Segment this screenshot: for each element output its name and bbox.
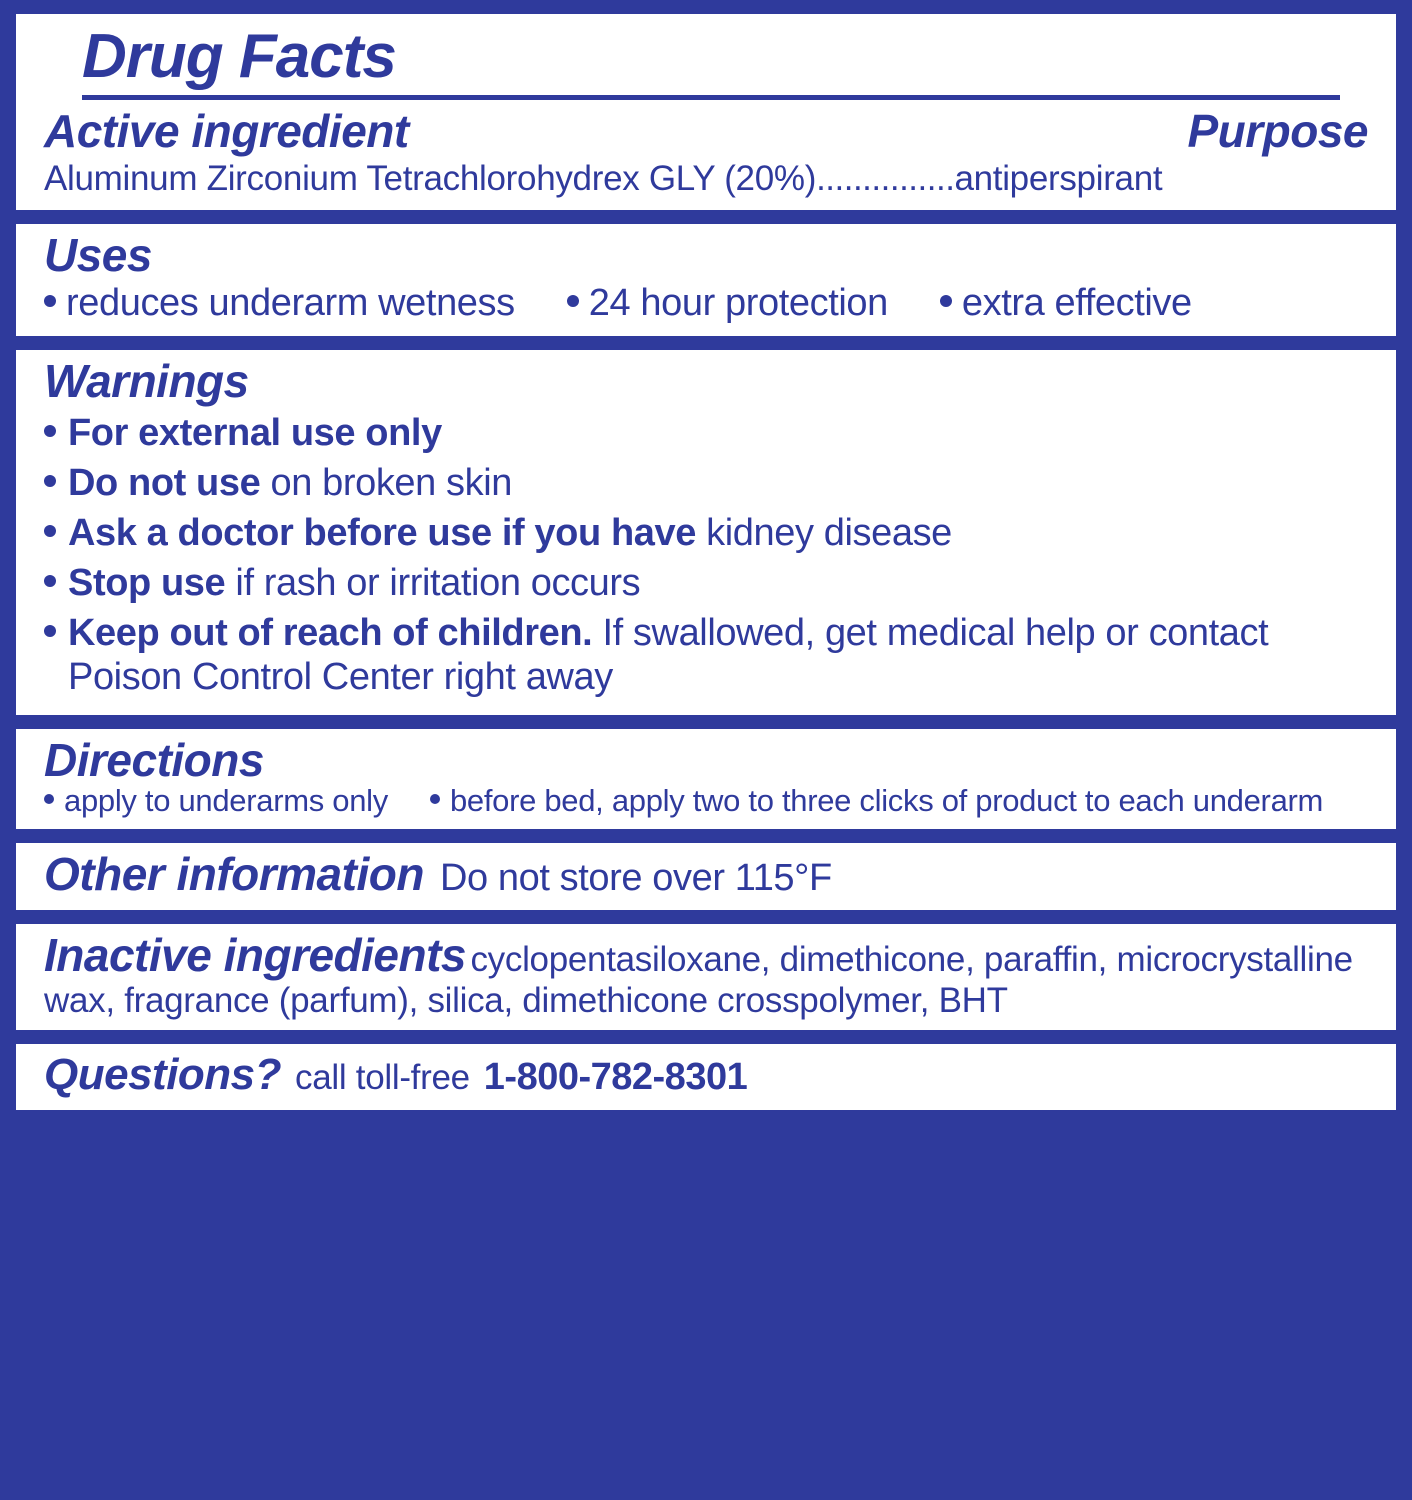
page-title: Drug Facts — [82, 22, 396, 91]
leader-dots: ............... — [816, 158, 955, 198]
list-item — [567, 282, 888, 326]
title-and-active-ingredient-panel — [16, 14, 1396, 210]
other-information-line — [44, 849, 1368, 901]
list-item — [44, 461, 1368, 505]
questions-call-text: call toll-free — [295, 1058, 470, 1097]
warning-bold: For external use only — [68, 411, 442, 454]
purpose-value: antiperspirant — [954, 158, 1163, 198]
questions-heading: Questions? — [44, 1050, 282, 1099]
uses-item-label: extra effective — [961, 282, 1192, 325]
inactive-ingredients-heading: Inactive ingredients — [44, 929, 467, 982]
warning-bold: Stop use — [68, 561, 226, 604]
warning-text — [68, 461, 512, 505]
list-item — [940, 282, 1192, 326]
active-ingredient-heading: Active ingredient — [44, 105, 409, 158]
warning-rest: kidney disease — [695, 511, 952, 554]
warning-text — [68, 561, 640, 605]
other-information-heading: Other information — [44, 847, 424, 900]
divider-3 — [16, 715, 1396, 729]
warning-rest: if rash or irritation occurs — [225, 561, 641, 604]
divider-6 — [16, 1030, 1396, 1044]
warning-bold: Keep out of reach of children. — [68, 612, 593, 655]
directions-panel — [16, 729, 1396, 828]
bullet-icon — [44, 425, 56, 437]
title-divider — [82, 95, 1340, 100]
inactive-ingredients-text: cyclopentasiloxane, dimethicone, paraffin, microcrystalline wax, fragrance (parfum), silica, dimethicone crosspolymer, BHT — [44, 940, 1353, 1020]
list-item — [44, 411, 1368, 455]
divider-1 — [16, 210, 1396, 224]
bullet-icon — [44, 475, 56, 487]
purpose-heading: Purpose — [1187, 105, 1368, 158]
divider-4 — [16, 829, 1396, 843]
warnings-list — [44, 411, 1368, 699]
list-item — [44, 282, 515, 326]
directions-heading: Directions — [44, 734, 264, 787]
directions-item-label: apply to underarms only — [64, 782, 388, 818]
bullet-icon — [44, 525, 56, 537]
directions-item-label: before bed, apply two to three clicks of product to each underarm — [449, 782, 1324, 818]
warning-rest: on broken skin — [260, 461, 513, 504]
warning-text — [68, 411, 442, 455]
inactive-ingredients-line — [44, 930, 1368, 1020]
bullet-icon — [44, 625, 56, 637]
warnings-panel — [16, 350, 1396, 715]
divider-2 — [16, 336, 1396, 350]
list-item — [44, 511, 1368, 555]
list-item — [44, 784, 388, 819]
warnings-heading: Warnings — [44, 355, 249, 408]
uses-panel — [16, 224, 1396, 336]
bullet-icon — [430, 794, 440, 804]
list-item — [430, 784, 1323, 819]
bullet-icon — [44, 295, 56, 307]
bullet-icon — [567, 295, 579, 307]
warning-bold: Ask a doctor before use if you have — [68, 511, 696, 554]
questions-phone-number[interactable]: 1-800-782-8301 — [483, 1056, 748, 1098]
active-ingredient-line — [44, 159, 1368, 198]
uses-item-label: 24 hour protection — [588, 282, 888, 325]
other-information-panel — [16, 843, 1396, 911]
warning-rest: If swallowed, get medical help or contact Poison Control Center right away — [68, 612, 1269, 699]
bullet-icon — [44, 794, 54, 804]
directions-list — [44, 784, 1368, 819]
uses-item-label: reduces underarm wetness — [66, 282, 515, 325]
active-ingredient-text: Aluminum Zirconium Tetrachlorohydrex GLY (20%) — [44, 158, 817, 198]
inactive-ingredients-panel — [16, 924, 1396, 1030]
divider-5 — [16, 910, 1396, 924]
bullet-icon — [44, 575, 56, 587]
questions-panel — [16, 1044, 1396, 1110]
other-information-text: Do not store over 115°F — [439, 856, 832, 899]
list-item — [44, 561, 1368, 605]
questions-line — [44, 1050, 1368, 1100]
list-item — [44, 611, 1368, 699]
warning-bold: Do not use — [68, 461, 261, 504]
uses-heading: Uses — [44, 228, 152, 281]
warning-text — [68, 611, 1368, 699]
bullet-icon — [940, 295, 952, 307]
uses-list — [44, 282, 1368, 326]
warning-text — [68, 511, 952, 555]
